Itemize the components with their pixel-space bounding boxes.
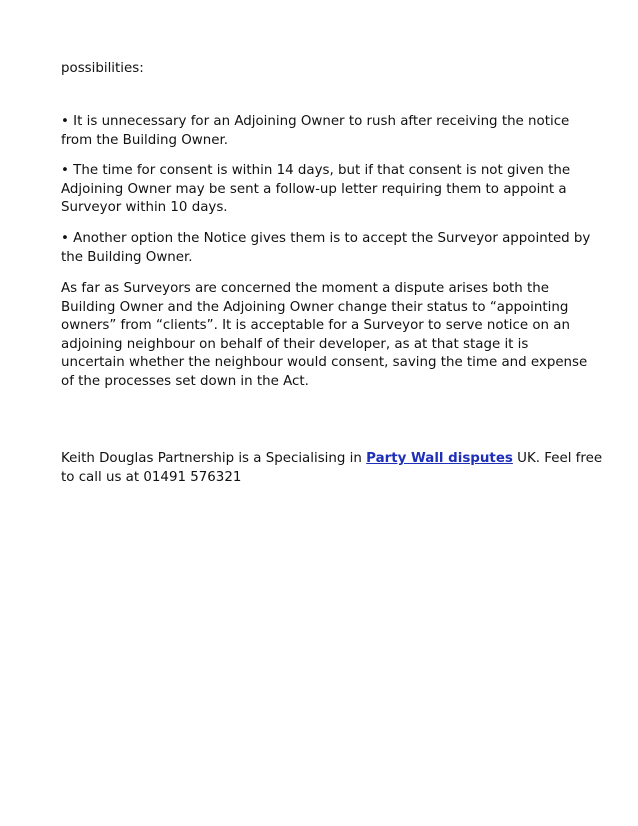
bullet-line: the Building Owner. [61, 249, 193, 265]
paragraph-line: uncertain whether the neighbour would consent, saving the time and expense [61, 355, 588, 370]
bullet-line: • It is unnecessary for an Adjoining Owner to rush after receiving the notice [61, 114, 570, 129]
paragraph-line: of the processes set down in the Act. [61, 373, 309, 389]
surveyors-paragraph [61, 280, 601, 391]
intro-text [61, 60, 601, 79]
bullet-line: Surveyor within 10 days. [61, 200, 228, 215]
contact-line-1 [61, 450, 601, 469]
contact-text-after-link: UK. Feel free [512, 451, 603, 466]
paragraph-line: adjoining neighbour on behalf of their developer, as at that stage it is [61, 336, 529, 352]
paragraph-line: owners” from “clients”. It is acceptable for a Surveyor to serve notice on an [61, 318, 570, 333]
bullet-line: Adjoining Owner may be sent a follow-up letter requiring them to appoint a [61, 181, 567, 197]
bullet-item-unnecessary-rush [61, 113, 601, 150]
paragraph-line: As far as Surveyors are concerned the moment a dispute arises both the [61, 281, 550, 296]
bullet-item-accept-surveyor [61, 230, 601, 267]
bullet-line: • Another option the Notice gives them is to accept the Surveyor appointed by [61, 231, 591, 246]
bullet-item-consent-time [61, 162, 601, 218]
contact-paragraph [61, 450, 601, 487]
paragraph-line: Building Owner and the Adjoining Owner change their status to “appointing [61, 299, 569, 315]
intro-line: possibilities: [61, 61, 144, 76]
contact-line-2: to call us at 01491 576321 [61, 469, 242, 485]
bullet-line: • The time for consent is within 14 days, but if that consent is not given the [61, 163, 571, 178]
party-wall-disputes-link[interactable]: Party Wall disputes [366, 451, 513, 466]
contact-text-before-link: Keith Douglas Partnership is a Specialising in [61, 451, 367, 466]
bullet-line: from the Building Owner. [61, 132, 228, 148]
